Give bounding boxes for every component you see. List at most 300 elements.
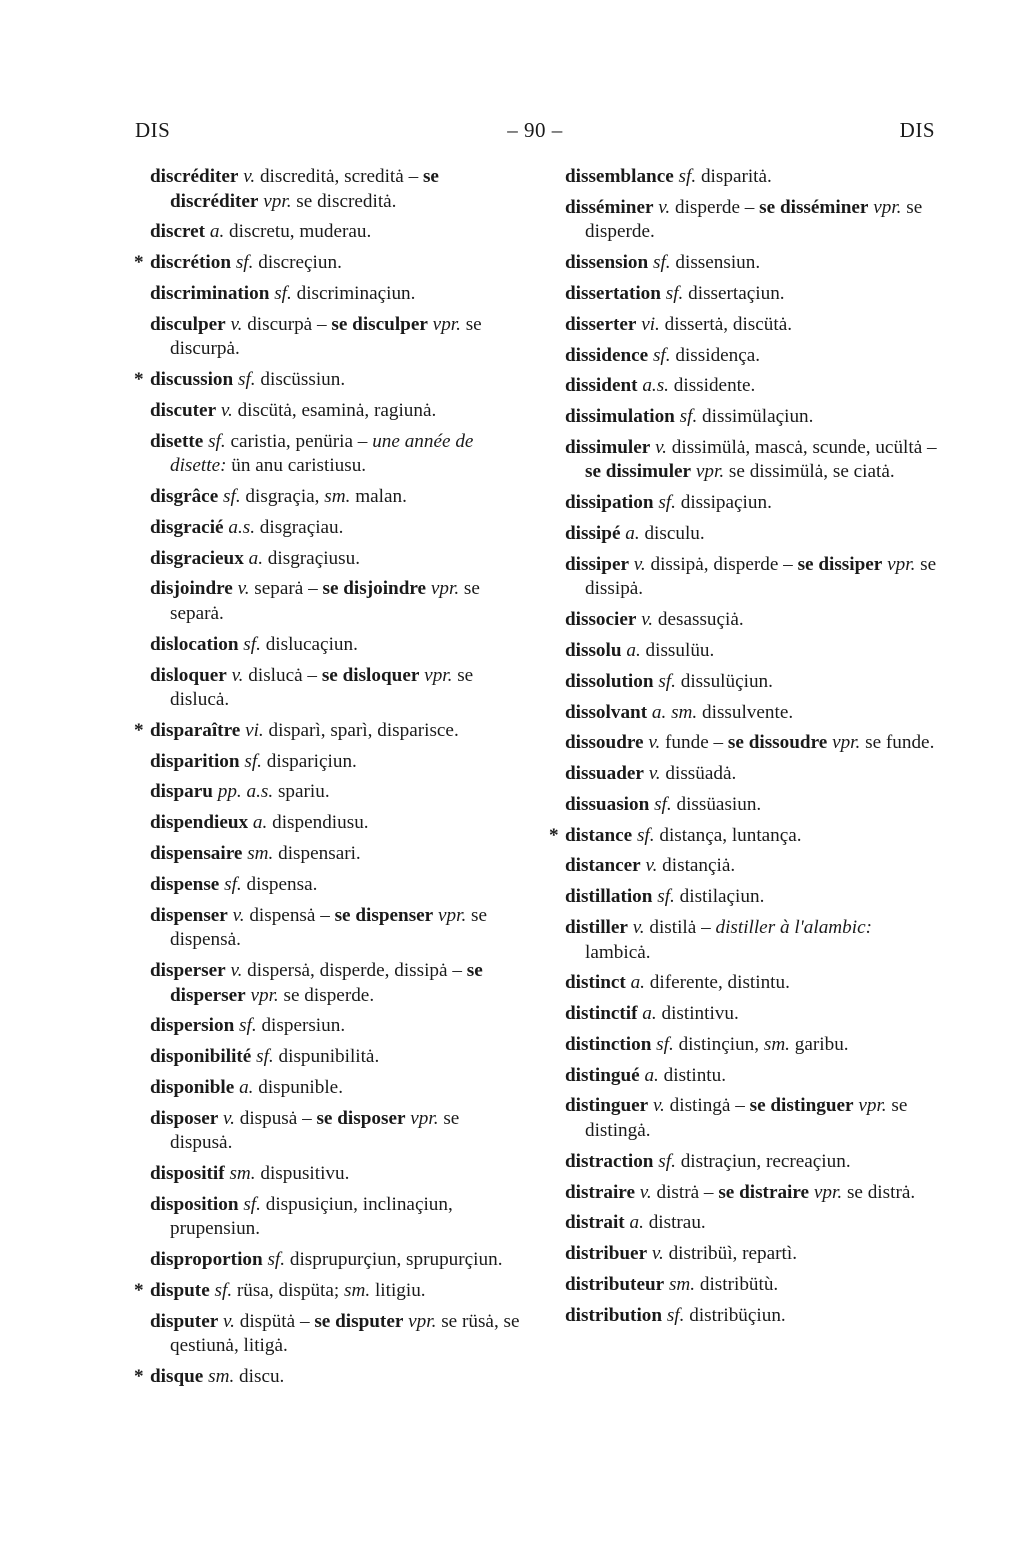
translation-text: dissipaçiun. [675,492,772,514]
translation-text: dissimülaçiun. [697,406,814,428]
dictionary-entry [150,1014,522,1039]
grammar-label: vpr. [430,578,460,600]
grammar-label: vpr. [832,732,861,754]
translation-text: desassuçiȧ. [653,609,744,631]
headword: distance [565,824,633,846]
headword: dissolu [565,639,622,661]
translation-text: se discreditȧ. [291,190,397,212]
translation-text: dispensȧ – [244,904,335,926]
translation-text: distilaçiun. [674,886,765,908]
grammar-label: sf. [243,1193,261,1215]
grammar-label: v. [655,436,667,458]
translation-text: se disperde. [278,984,375,1006]
translation-text: distribüì, repartì. [663,1243,797,1265]
translation-text: dissipȧ, disperde – [645,553,798,575]
reflexive-form: se disculper [331,313,428,335]
dictionary-entry [150,516,522,541]
dictionary-entry [150,904,522,953]
translation-text: dispunibilitȧ. [273,1046,380,1068]
translation-text: disculu. [639,523,705,544]
dictionary-entry [565,639,937,664]
dictionary-entry [565,1242,937,1267]
grammar-label: a. [642,1003,657,1025]
translation-text: disgraçiusu. [263,547,360,569]
reflexive-form: se disloquer [321,664,420,686]
dictionary-entry [150,633,522,658]
headword: disposer [150,1107,219,1129]
headword: dissipation [565,492,654,514]
grammar-label: sf. [652,252,671,274]
translation-text: discurpȧ – [242,313,332,335]
headword: dissemblance [565,166,674,187]
dictionary-entry [150,1076,522,1101]
translation-text: se rüsȧ, se qestiunȧ, litigȧ. [170,1310,520,1357]
dictionary-entry [150,811,522,836]
grammar-label: a. [626,639,641,661]
headword: disjoindre [150,578,233,600]
translation-text: distrau. [643,1212,706,1234]
translation-text: dissidença. [670,344,761,366]
dictionary-entry [565,731,937,756]
grammar-label: sm. [763,1033,790,1055]
headword: disputer [150,1310,219,1332]
dictionary-entry [565,885,937,910]
grammar-label: v. [232,904,245,926]
example-phrase: une année de disette: [170,430,474,477]
headword: distributeur [565,1273,665,1295]
dictionary-entry [565,1064,937,1089]
translation-text: dispensa. [241,873,318,895]
grammar-label: a. [252,812,268,834]
reflexive-form: se dissoudre [727,732,828,754]
headword: dislocation [150,633,239,655]
grammar-label: sf. [235,252,254,274]
headword: dissocier [565,609,637,631]
translation-text: distribütù. [695,1273,779,1295]
dictionary-entry [565,196,937,245]
dictionary-entry [565,916,937,965]
grammar-label: v. [641,609,654,631]
reflexive-form: se disperser [170,959,483,1006]
grammar-label: sf. [658,1150,676,1172]
headword: distancer [565,855,641,877]
grammar-label: sm. [668,1273,696,1295]
headword: distribution [565,1304,663,1326]
translation-text: dispendiusu. [267,812,369,834]
page-header [135,118,935,148]
dictionary-entry [565,1211,937,1236]
grammar-label: a. [209,221,225,243]
translation-text: se dissipȧ. [585,553,937,600]
headword: dissolvant [565,701,648,723]
dictionary-entry [549,824,937,849]
headword: discréditer [150,166,239,187]
headword: dissidence [565,344,649,366]
example-phrase: distiller à l'alambic: [715,916,872,938]
grammar-label: v. [243,166,256,187]
dictionary-entry [134,251,522,276]
translation-text: dissüasiun. [671,793,762,815]
grammar-label: vi. [641,313,660,335]
grammar-label: a.s. [228,516,255,538]
grammar-label: a.s. [642,375,669,397]
dictionary-entry [565,670,937,695]
translation-text: se dislucȧ. [170,664,474,711]
headword: dissipé [565,523,621,544]
translation-text: distintu. [658,1064,727,1086]
dictionary-entry [134,368,522,393]
headword: disloquer [150,664,227,686]
dictionary-entry [565,701,937,726]
headword: dissuader [565,763,644,785]
grammar-label: v. [645,855,658,877]
headword: disponibilité [150,1046,252,1068]
grammar-label: sf. [636,824,655,846]
dictionary-entry [565,165,937,190]
translation-text: dissulüçiun. [675,670,773,692]
dictionary-entry [565,405,937,430]
headword: dissertation [565,282,661,304]
headword: disgracieux [150,547,244,569]
headword: disproportion [150,1249,263,1271]
headword: disque [150,1366,204,1388]
translation-text: distingȧ – [664,1095,750,1117]
dictionary-entry [565,1304,937,1329]
dictionary-entry [565,282,937,307]
dictionary-entry [150,664,522,713]
dictionary-entry [134,1279,522,1304]
headword: dissiper [565,553,629,575]
headword: discrétion [150,252,232,274]
translation-text: se distingȧ. [585,1095,908,1142]
headword: dispenser [150,904,228,926]
headword: distraction [565,1150,654,1172]
grammar-label: a. [625,523,640,544]
reflexive-form: se disposer [316,1107,406,1129]
headword: dissimuler [565,436,651,458]
grammar-label: sf. [656,1033,674,1055]
translation-text: distilȧ – [644,916,716,938]
translation-text: se disperde. [585,196,923,243]
grammar-label: a. sm. [651,701,698,723]
translation-text: dissertaçiun. [683,282,785,304]
grammar-label: v. [237,578,250,600]
headword: disparaître [150,719,241,741]
translation-text: dissulüu. [640,639,715,661]
translation-text: discüssiun. [255,369,346,391]
reflexive-form: se disséminer [759,196,869,218]
dictionary-entry [134,719,522,744]
grammar-label: sf. [665,282,684,304]
grammar-label: sf. [239,1015,257,1037]
translation-text: se discurpȧ. [170,313,482,360]
grammar-label: v. [632,916,645,938]
translation-text: discriminaçiun. [291,282,416,304]
headword: distillation [565,886,653,908]
translation-text: dissensiun. [670,252,761,274]
headword: dispersion [150,1015,235,1037]
dictionary-entry [565,251,937,276]
headword: distinguer [565,1095,649,1117]
grammar-label: vpr. [873,196,902,218]
grammar-label: vpr. [858,1095,887,1117]
translation-text: distraçiun, recreaçiun. [675,1150,851,1172]
dictionary-entry [150,577,522,626]
translation-text: dissüadȧ. [660,763,737,785]
grammar-label: v. [658,196,671,218]
grammar-label: sf. [223,486,241,508]
reflexive-form: se dissimuler [585,461,692,483]
headword: distribuer [565,1243,648,1265]
grammar-label: sm. [344,1280,371,1301]
dictionary-entry [150,399,522,424]
dictionary-entry [565,436,937,485]
grammar-label: v. [652,1095,665,1117]
grammar-label: v. [648,763,661,785]
grammar-label: a. [629,1212,644,1234]
translation-text: disgraçiau. [255,516,344,538]
headword: disperser [150,959,226,981]
grammar-label: sf. [243,633,261,655]
grammar-label: sm. [324,486,351,508]
translation-text: caristia, penüria – [225,430,373,452]
translation-text: dispariçiun. [261,750,357,772]
dictionary-entry [565,522,937,547]
asterisk-mark: * [134,252,144,274]
translation-text: dispusitivu. [255,1163,350,1185]
translation-text: disparitȧ. [696,166,772,187]
dictionary-entry [565,762,937,787]
grammar-label: vpr. [438,904,467,926]
grammar-label: v. [639,1181,652,1203]
translation-text: dispunible. [253,1076,343,1098]
dictionary-entry [565,854,937,879]
translation-text: dissimülȧ, mascȧ, scunde, ucültȧ – [666,436,937,458]
dictionary-entry [565,1033,937,1058]
dictionary-entry [565,608,937,633]
translation-text: dispusiçiun, inclinaçiun, prupensiun. [170,1193,453,1240]
translation-text: malan. [350,486,407,508]
dictionary-entry [150,1248,522,1273]
dictionary-entry [150,1193,522,1242]
translation-text: disparì, sparì, disparisce. [263,719,459,741]
dictionary-entry [565,971,937,996]
grammar-label: sf. [678,166,697,187]
grammar-label: vpr. [408,1310,437,1332]
grammar-label: sf. [214,1280,233,1301]
dictionary-entry [150,780,522,805]
grammar-label: vpr. [424,664,453,686]
grammar-label: sf. [224,873,242,895]
headword: distiller [565,916,628,938]
right-column [549,165,937,1335]
grammar-label: sm. [208,1366,235,1388]
headword: disparition [150,750,240,772]
headword: dispendieux [150,812,249,834]
headword: distraire [565,1181,635,1203]
headword: distinction [565,1033,652,1055]
asterisk-mark: * [134,1366,144,1388]
translation-text: dispersiun. [256,1015,346,1037]
dictionary-entry [150,485,522,510]
translation-text: dispusȧ – [234,1107,317,1129]
dictionary-entry [150,220,522,245]
grammar-label: vpr. [432,313,461,335]
dictionary-entry [150,959,522,1008]
reflexive-form: se dispenser [334,904,434,926]
translation-text: diferente, distintu. [644,972,790,994]
grammar-label: v. [230,959,243,981]
dictionary-entry [565,793,937,818]
dictionary-entry [565,344,937,369]
dictionary-entry [565,374,937,399]
grammar-label: sf. [679,406,698,428]
dictionary-entry [565,553,937,602]
grammar-label: v. [230,313,243,335]
grammar-label: a. [248,547,263,569]
dictionary-entry [565,1150,937,1175]
headword: dissolution [565,670,654,692]
translation-text: distintivu. [656,1003,739,1025]
grammar-label: v. [220,399,233,421]
grammar-label: sf. [267,1249,286,1271]
grammar-label: sf. [256,1046,274,1068]
grammar-label: sf. [237,369,256,391]
headword: disculper [150,313,226,335]
grammar-label: a. [239,1076,254,1098]
dictionary-entry [565,1181,937,1206]
reflexive-form: se disputer [314,1310,404,1332]
translation-text: dislucȧ – [243,664,322,686]
translation-text: ün anu caristiusu. [226,455,367,477]
dictionary-entry [565,491,937,516]
headword: disséminer [565,196,654,218]
grammar-label: v. [231,664,244,686]
grammar-label: sf. [654,793,672,815]
grammar-label: sf. [244,750,262,772]
grammar-label: sf. [666,1304,685,1326]
dictionary-entry [150,547,522,572]
translation-text: discreçiun. [253,252,342,274]
translation-text: disgraçia, [240,486,325,508]
grammar-label: v. [648,732,661,754]
translation-text: funde – [660,732,728,754]
translation-text: distinçiun, [673,1033,764,1055]
grammar-label: vpr. [250,984,279,1006]
grammar-label: v. [651,1243,664,1265]
grammar-label: sf. [658,670,676,692]
headword: discussion [150,369,234,391]
headword: discuter [150,399,217,421]
translation-text: dissulvente. [697,701,794,723]
grammar-label: sf. [208,430,226,452]
translation-text: dissidente. [668,375,756,397]
reflexive-form: se distinguer [749,1095,854,1117]
translation-text: se separȧ. [170,578,480,624]
headword: dissimulation [565,406,675,428]
headword: discret [150,221,206,243]
grammar-label: vpr. [695,461,725,483]
grammar-label: pp. a.s. [217,781,274,803]
grammar-label: v. [633,553,646,575]
grammar-label: vpr. [813,1181,843,1203]
translation-text: spariu. [273,781,330,803]
dictionary-entry [150,1310,522,1359]
grammar-label: a. [644,1064,659,1086]
headword: dispense [150,873,220,895]
grammar-label: vpr. [410,1107,439,1129]
translation-text: discretu, muderau. [224,221,372,243]
grammar-label: vpr. [887,553,916,575]
translation-text: discütȧ, esaminȧ, ragiunȧ. [232,399,437,421]
translation-text: distançiȧ. [657,855,736,877]
translation-text: distribüçiun. [684,1304,786,1326]
headword: dispensaire [150,843,243,865]
dictionary-entry [134,1365,522,1390]
headword: distinct [565,972,626,994]
header-guide-word-left: DIS [135,118,171,142]
asterisk-mark: * [134,1280,144,1301]
translation-text: se dissimülȧ, se ciatȧ. [724,461,895,483]
reflexive-form: se discréditer [170,166,439,212]
dictionary-entry [565,313,937,338]
grammar-label: a. [630,972,645,994]
dictionary-entry [565,1002,937,1027]
headword: dispute [150,1280,210,1301]
grammar-label: v. [223,1310,235,1332]
headword: distrait [565,1212,625,1234]
dictionary-entry [150,873,522,898]
translation-text: discreditȧ, screditȧ – [255,166,423,187]
headword: disserter [565,313,637,335]
grammar-label: sf. [274,282,292,304]
headword: disposition [150,1193,239,1215]
translation-text: disprupurçiun, sprupurçiun. [285,1249,503,1271]
translation-text: dispensari. [273,843,361,865]
headword: disette [150,430,204,452]
asterisk-mark: * [134,719,144,741]
dictionary-entry [150,430,522,479]
grammar-label: vi. [245,719,264,741]
headword: dispositif [150,1163,225,1185]
grammar-label: sm. [229,1163,256,1185]
left-column [134,165,522,1396]
dictionary-entry [150,165,522,214]
grammar-label: sm. [247,843,274,865]
header-guide-word-right: DIS [899,118,935,142]
translation-text: distrȧ – [651,1181,719,1203]
translation-text: disperde – [670,196,760,218]
reflexive-form: se distraire [718,1181,810,1203]
dictionary-entry [150,842,522,867]
translation-text: se distrȧ. [842,1181,916,1203]
reflexive-form: se dissiper [797,553,883,575]
headword: dissoudre [565,732,644,754]
asterisk-mark: * [134,369,144,391]
reflexive-form: se disjoindre [322,578,427,600]
translation-text: dissertȧ, discütȧ. [659,313,793,335]
translation-text: garibu. [789,1033,849,1055]
headword: disgracié [150,516,224,538]
dictionary-entry [150,1045,522,1070]
grammar-label: sf. [652,344,671,366]
dictionary-entry [150,282,522,307]
translation-text: dislucaçiun. [260,633,358,655]
grammar-label: vpr. [263,190,292,212]
translation-text: rüsa, dispüta; [232,1280,345,1301]
dictionary-entry [150,313,522,362]
translation-text: dispütȧ – [234,1310,315,1332]
